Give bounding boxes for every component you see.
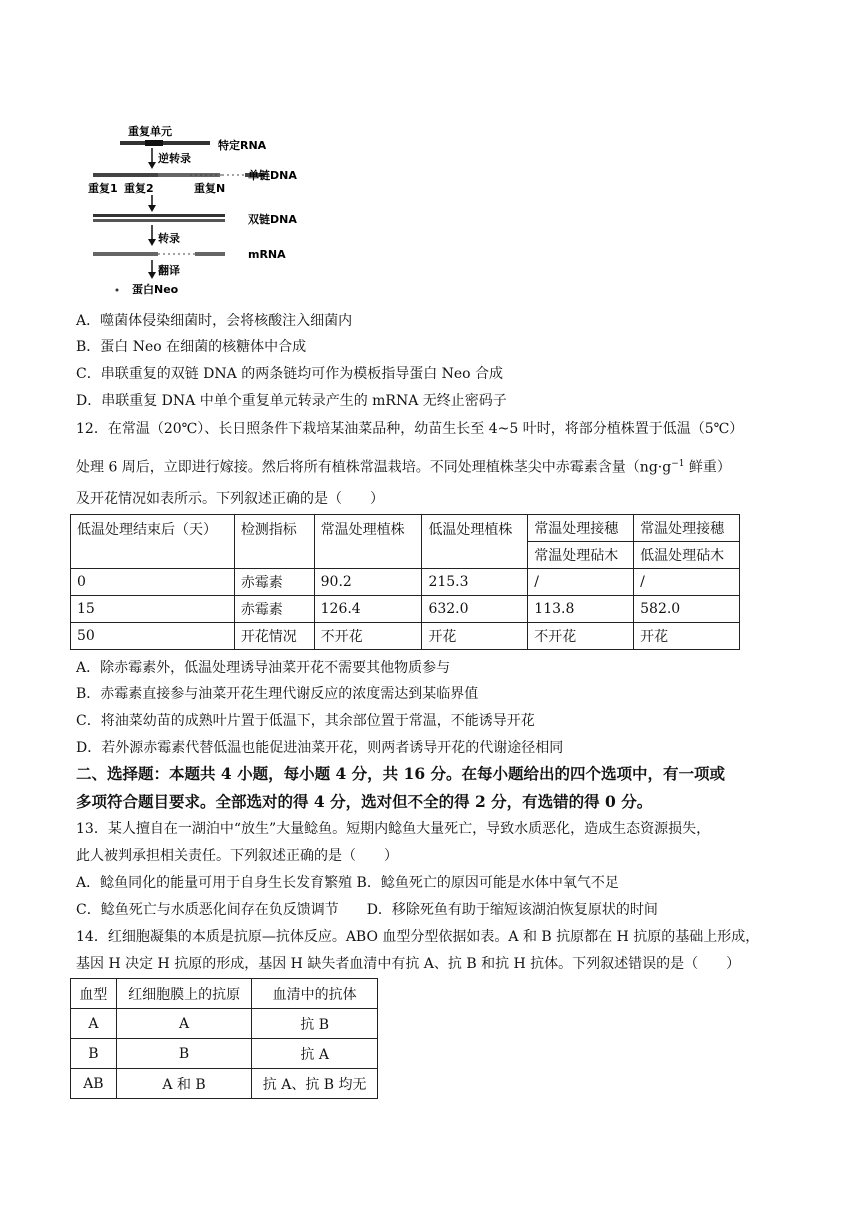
arrow-rt-head <box>148 162 156 169</box>
q12-line2-pre: 处理 6 周后，立即进行嫁接。然后将所有植株常温栽培。不同处理植株茎尖中赤霉素含量（ng·g <box>76 459 672 476</box>
table-q14-header: 红细胞膜上的抗原 <box>116 979 252 1009</box>
table-cell: / <box>634 569 740 596</box>
label-specific-rna: 特定RNA <box>218 139 267 152</box>
label-repeat2: 重复2 <box>124 182 154 195</box>
q11-option-a: A．噬菌体侵染细菌时，会将核酸注入细菌内 <box>76 313 353 329</box>
table-row <box>71 1069 378 1099</box>
table-q12-subheader: 常温处理砧木 <box>528 542 634 569</box>
q12-stem-line1: 12．在常温（20℃）、长日照条件下栽培某油菜品种，幼苗生长至 4~5 叶时，将部分植株置于低温（5℃） <box>76 421 744 437</box>
table-q12-header: 常温处理接穗 <box>528 515 634 542</box>
table-cell: AB <box>71 1069 117 1099</box>
table-q14-header: 血清中的抗体 <box>252 979 378 1009</box>
q13-options-ab: A．鲶鱼同化的能量可用于自身生长发育繁殖 B．鲶鱼死亡的原因可能是水体中氧气不足 <box>76 875 619 891</box>
section2-heading-line1: 二、选择题：本题共 4 小题，每小题 4 分，共 16 分。在每小题给出的四个选项中，有一项或 <box>76 764 726 783</box>
table-cell: B <box>116 1039 252 1069</box>
table-cell: 抗 A、抗 B 均无 <box>252 1069 378 1099</box>
mrna-strand-1 <box>93 252 158 256</box>
table-cell: A 和 B <box>116 1069 252 1099</box>
table-cell: 90.2 <box>314 569 422 596</box>
table-q12-header-row <box>71 515 740 542</box>
q11-option-d: D．串联重复 DNA 中单个重复单元转录产生的 mRNA 无终止密码子 <box>76 393 507 409</box>
table-q12-header: 低温处理植株 <box>422 515 528 569</box>
q12-line2-post: 鲜重） <box>684 459 731 476</box>
q13-stem-line2: 此人被判承担相关责任。下列叙述正确的是（ ） <box>76 848 398 864</box>
section2-heading-line2: 多项符合题目要求。全部选对的得 4 分，选对但不全的得 2 分，有选错的得 0 分。 <box>76 792 653 811</box>
label-protein: 蛋白Neo <box>132 283 179 296</box>
label-mrna: mRNA <box>248 248 286 261</box>
table-row <box>71 1009 378 1039</box>
table-q12-header: 检测指标 <box>234 515 314 569</box>
table-cell: 不开花 <box>528 623 634 650</box>
table-cell: 抗 A <box>252 1039 378 1069</box>
double-dna-end-top <box>195 214 225 217</box>
q12-stem-line3: 及开花情况如表所示。下列叙述正确的是（ ） <box>76 491 384 507</box>
label-repeatN: 重复N <box>194 182 226 195</box>
table-cell: 开花情况 <box>234 623 314 650</box>
table-cell: 赤霉素 <box>234 596 314 623</box>
table-cell: 126.4 <box>314 596 422 623</box>
q11-option-b: B．蛋白 Neo 在细菌的核糖体中合成 <box>76 339 307 355</box>
label-translation: 翻译 <box>158 264 180 277</box>
table-cell: 113.8 <box>528 596 634 623</box>
arrow-2-head <box>148 205 156 212</box>
q12-option-b: B．赤霉素直接参与油菜开花生理代谢反应的浓度需达到某临界值 <box>76 686 479 702</box>
table-cell: B <box>71 1039 117 1069</box>
table-cell: 0 <box>71 569 235 596</box>
table-cell: 不开花 <box>314 623 422 650</box>
protein-dot <box>116 289 119 292</box>
rna-strand <box>120 141 210 145</box>
q13-options-cd: C．鲶鱼死亡与水质恶化间存在负反馈调节 D．移除死鱼有助于缩短该湖泊恢复原状的时间 <box>76 902 658 918</box>
table-cell: 赤霉素 <box>234 569 314 596</box>
table-row <box>71 569 740 596</box>
label-single-dna: 单链DNA <box>248 169 297 182</box>
table-q14-header: 血型 <box>71 979 117 1009</box>
table-q12-header: 常温处理植株 <box>314 515 422 569</box>
q14-stem-line1: 14．红细胞凝集的本质是抗原—抗体反应。ABO 血型分型依据如表。A 和 B 抗原都在 H 抗原的基础上形成， <box>76 929 760 945</box>
q11-option-c: C．串联重复的双链 DNA 的两条链均可作为模板指导蛋白 Neo 合成 <box>76 366 504 382</box>
neo-synthesis-diagram <box>0 0 860 300</box>
label-repeat1: 重复1 <box>88 182 118 195</box>
q13-stem-line1: 13．某人擅自在一湖泊中“放生”大量鲶鱼。短期内鲶鱼大量死亡，导致水质恶化，造成生态资源损失， <box>76 821 711 837</box>
table-row <box>71 596 740 623</box>
table-cell: 215.3 <box>422 569 528 596</box>
table-cell: 50 <box>71 623 235 650</box>
table-q12 <box>70 514 740 650</box>
table-q12-header: 低温处理结束后（天） <box>71 515 235 569</box>
table-cell: 开花 <box>634 623 740 650</box>
table-cell: A <box>71 1009 117 1039</box>
double-dna-end-bottom <box>195 219 225 222</box>
table-q14 <box>70 978 378 1099</box>
table-cell: 抗 B <box>252 1009 378 1039</box>
table-q14-header-row <box>71 979 378 1009</box>
table-row <box>71 623 740 650</box>
q12-option-c: C．将油菜幼苗的成熟叶片置于低温下，其余部位置于常温，不能诱导开花 <box>76 713 535 729</box>
single-dna-seg1 <box>93 173 158 177</box>
q12-stem-line2 <box>76 454 731 478</box>
table-q12-header: 常温处理接穗 <box>634 515 740 542</box>
label-double-dna: 双链DNA <box>248 213 297 226</box>
mrna-strand-2 <box>195 252 225 256</box>
q12-line2-sup: −1 <box>671 459 685 469</box>
table-q12-subheader: 低温处理砧木 <box>634 542 740 569</box>
arrow-tx-head <box>148 239 156 246</box>
arrow-tl-head <box>148 272 156 279</box>
q14-stem-line2: 基因 H 决定 H 抗原的形成，基因 H 缺失者血清中有抗 A、抗 B 和抗 H 抗体。下列叙述错误的是（ ） <box>76 956 741 972</box>
table-cell: A <box>116 1009 252 1039</box>
table-cell: 开花 <box>422 623 528 650</box>
table-cell: / <box>528 569 634 596</box>
table-cell: 15 <box>71 596 235 623</box>
label-reverse-transcription: 逆转录 <box>158 152 191 165</box>
table-cell: 632.0 <box>422 596 528 623</box>
q12-option-a: A．除赤霉素外，低温处理诱导油菜开花不需要其他物质参与 <box>76 660 451 676</box>
table-row <box>71 1039 378 1069</box>
label-repeat-unit: 重复单元 <box>128 125 172 138</box>
label-transcription: 转录 <box>158 232 180 245</box>
q12-option-d: D．若外源赤霉素代替低温也能促进油菜开花，则两者诱导开花的代谢途径相同 <box>76 740 564 756</box>
table-cell: 582.0 <box>634 596 740 623</box>
rna-highlight <box>145 140 163 146</box>
